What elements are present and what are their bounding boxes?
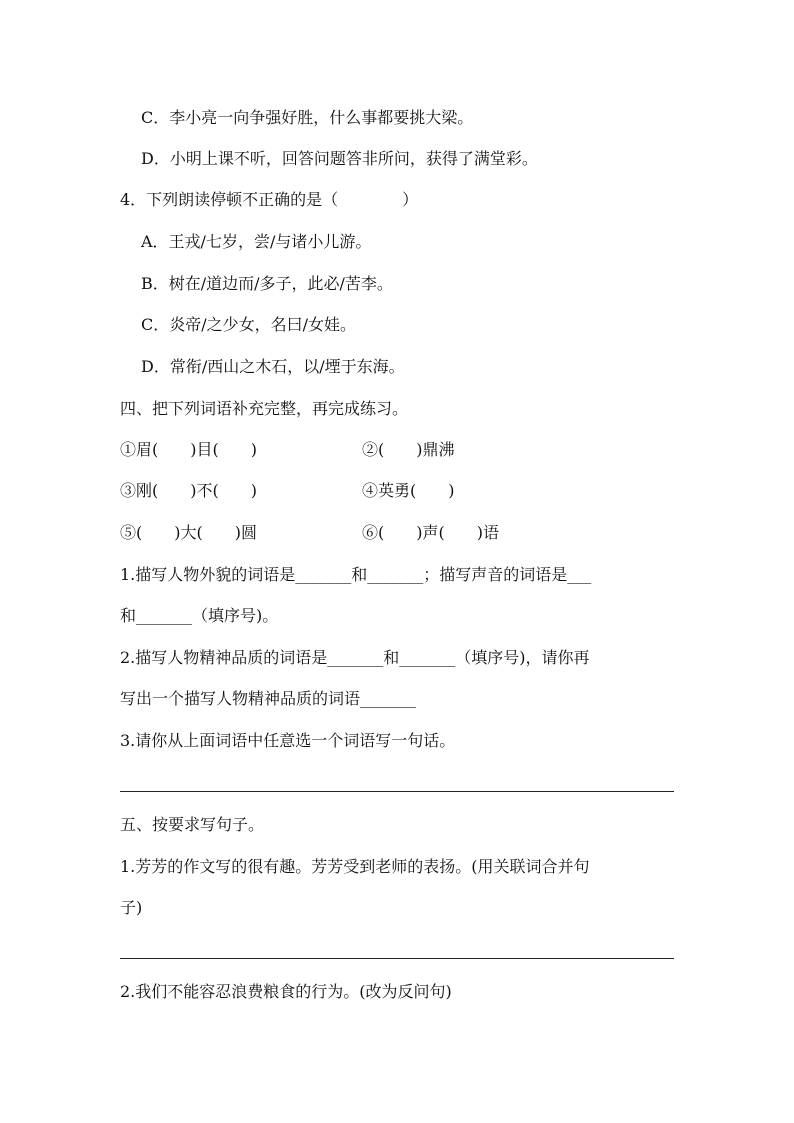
option-4b: B．树在/道边而/多子，此必/苦李。 — [141, 274, 393, 293]
section-4-q2-line1: 2.描写人物精神品质的词语是_______和_______（填序号)，请你再 — [120, 648, 590, 667]
option-4a: A．王戎/七岁，尝/与诸小儿游。 — [141, 232, 372, 251]
word-1: ①眉( )目( ) — [120, 440, 257, 459]
word-4: ④英勇( ) — [362, 481, 455, 500]
word-5: ⑤( )大( )圆 — [120, 523, 257, 542]
section-5-q2: 2.我们不能容忍浪费粮食的行为。(改为反问句) — [120, 982, 452, 1001]
section-4-q1-line2: 和_______（填序号)。 — [120, 606, 279, 625]
option-3d: D．小明上课不听，回答问题答非所问，获得了满堂彩。 — [141, 149, 538, 168]
section-4-q2-line2: 写出一个描写人物精神品质的词语_______ — [120, 689, 417, 708]
section-4-title: 四、把下列词语补充完整，再完成练习。 — [120, 399, 409, 418]
word-2: ②( )鼎沸 — [362, 440, 455, 459]
word-6: ⑥( )声( )语 — [362, 523, 499, 542]
section-5-title: 五、按要求写句子。 — [120, 815, 265, 834]
answer-line — [120, 791, 674, 792]
section-5-q1-line2: 子) — [120, 898, 143, 917]
answer-line — [120, 958, 674, 959]
word-3: ③刚( )不( ) — [120, 481, 257, 500]
option-4c: C．炎帝/之少女，名曰/女娃。 — [141, 315, 357, 334]
section-4-q3: 3.请你从上面词语中任意选一个词语写一句话。 — [120, 731, 456, 750]
question-4-stem: 4．下列朗读停顿不正确的是（ ） — [120, 190, 419, 209]
section-4-q1-line1: 1.描写人物外貌的词语是_______和_______；描写声音的词语是___ — [120, 565, 592, 584]
option-4d: D．常衔/西山之木石，以/堙于东海。 — [141, 357, 405, 376]
section-5-q1-line1: 1.芳芳的作文写的很有趣。芳芳受到老师的表扬。(用关联词合并句 — [120, 857, 590, 876]
option-3c: C．李小亮一向争强好胜，什么事都要挑大梁。 — [141, 108, 474, 127]
